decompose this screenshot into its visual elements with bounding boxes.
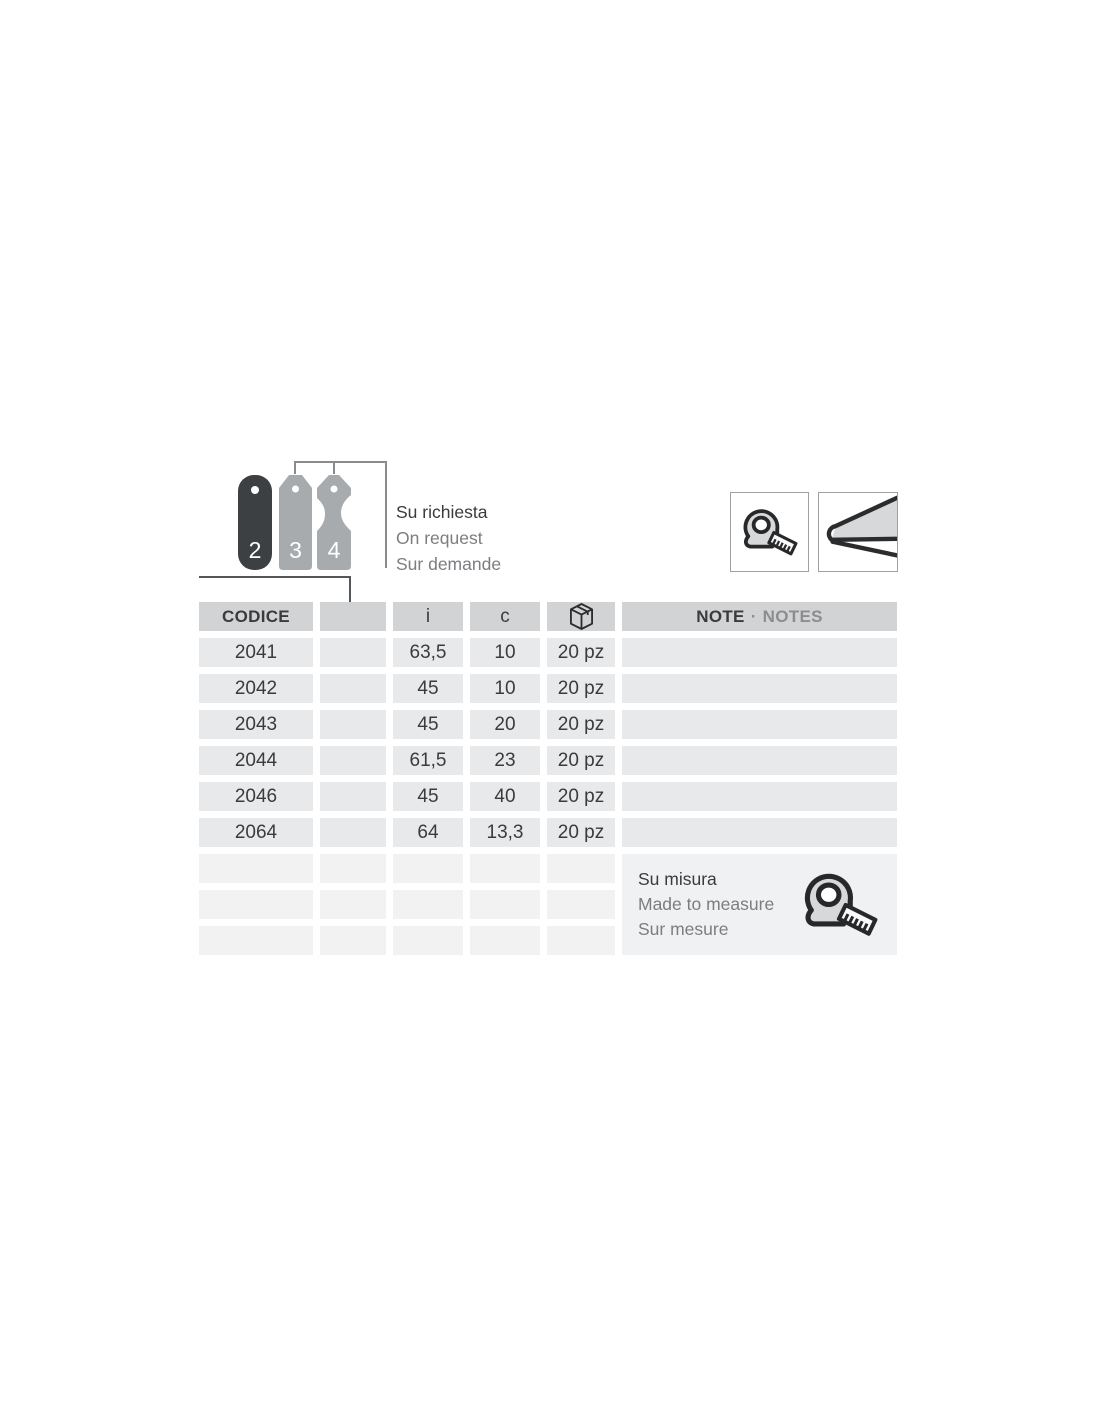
empty-cell — [470, 854, 540, 883]
made-to-measure-it: Su misura — [638, 869, 717, 889]
note-cell — [622, 746, 897, 775]
on-request-fr: Sur demande — [396, 554, 502, 574]
measuring-tape-icon — [738, 502, 802, 563]
made-to-measure-fr: Sur mesure — [638, 919, 729, 939]
made-to-measure-cell — [622, 854, 897, 955]
empty-cell — [470, 926, 540, 955]
blade-shape-2 — [238, 475, 272, 570]
header-notes-separator: · — [750, 606, 757, 626]
on-request-en: On request — [396, 528, 483, 548]
product-table — [199, 602, 897, 955]
bracket-line-vertical — [385, 461, 387, 568]
empty-cell — [320, 890, 386, 919]
selector-cell — [320, 782, 386, 811]
selector-cell — [320, 710, 386, 739]
i-cell: 64 — [393, 818, 463, 847]
c-cell: 10 — [470, 638, 540, 667]
header-notes — [622, 602, 897, 631]
package-icon — [569, 602, 594, 631]
header-selector-cell — [320, 602, 386, 631]
selector-cell — [320, 674, 386, 703]
bracket-tick-shape-3 — [294, 461, 296, 474]
empty-cell — [547, 926, 615, 955]
pack-cell: 20 pz — [547, 818, 615, 847]
note-cell — [622, 782, 897, 811]
pack-cell: 20 pz — [547, 746, 615, 775]
bracket-line-horizontal — [294, 461, 387, 463]
c-cell: 23 — [470, 746, 540, 775]
empty-cell — [547, 854, 615, 883]
header-codice: CODICE — [199, 602, 313, 631]
empty-cell — [320, 854, 386, 883]
i-cell: 61,5 — [393, 746, 463, 775]
pack-cell: 20 pz — [547, 710, 615, 739]
header-notes-en: NOTES — [762, 606, 823, 626]
header-dimension-c: c — [470, 602, 540, 631]
empty-cell — [393, 926, 463, 955]
pack-cell: 20 pz — [547, 674, 615, 703]
header-notes-it: NOTE — [696, 606, 745, 626]
i-cell: 45 — [393, 710, 463, 739]
c-cell: 13,3 — [470, 818, 540, 847]
empty-cell — [199, 854, 313, 883]
blade-edge-icon — [819, 493, 897, 571]
empty-cell — [320, 926, 386, 955]
made-to-measure-en: Made to measure — [638, 894, 775, 914]
codice-cell: 2041 — [199, 638, 313, 667]
note-cell — [622, 638, 897, 667]
feature-box-blade-edge — [818, 492, 898, 572]
on-request-note — [396, 499, 501, 577]
made-to-measure-note — [638, 867, 792, 942]
blade-shape-4 — [317, 475, 351, 570]
note-cell — [622, 710, 897, 739]
blade-shape-3 — [279, 475, 312, 570]
pack-cell: 20 pz — [547, 638, 615, 667]
selector-cell — [320, 818, 386, 847]
bracket-tick-shape-4 — [333, 461, 335, 474]
shape-4-label: 4 — [327, 537, 341, 563]
note-cell — [622, 674, 897, 703]
c-cell: 10 — [470, 674, 540, 703]
on-request-it: Su richiesta — [396, 502, 488, 522]
empty-cell — [393, 890, 463, 919]
empty-cell — [393, 854, 463, 883]
empty-cell — [199, 890, 313, 919]
note-cell — [622, 818, 897, 847]
i-cell: 45 — [393, 674, 463, 703]
c-cell: 20 — [470, 710, 540, 739]
codice-cell: 2043 — [199, 710, 313, 739]
selector-connector-horizontal — [199, 576, 351, 578]
header-packaging — [547, 602, 615, 631]
feature-box-measuring-tape — [730, 492, 809, 572]
i-cell: 45 — [393, 782, 463, 811]
shape-3-label: 3 — [289, 537, 302, 563]
pack-cell: 20 pz — [547, 782, 615, 811]
empty-cell — [470, 890, 540, 919]
codice-cell: 2044 — [199, 746, 313, 775]
measuring-tape-icon — [792, 864, 889, 946]
shape-2-label: 2 — [248, 537, 262, 563]
i-cell: 63,5 — [393, 638, 463, 667]
empty-cell — [199, 926, 313, 955]
selector-cell — [320, 638, 386, 667]
codice-cell: 2042 — [199, 674, 313, 703]
empty-cell — [547, 890, 615, 919]
c-cell: 40 — [470, 782, 540, 811]
selector-cell — [320, 746, 386, 775]
header-dimension-i: i — [393, 602, 463, 631]
codice-cell: 2064 — [199, 818, 313, 847]
codice-cell: 2046 — [199, 782, 313, 811]
